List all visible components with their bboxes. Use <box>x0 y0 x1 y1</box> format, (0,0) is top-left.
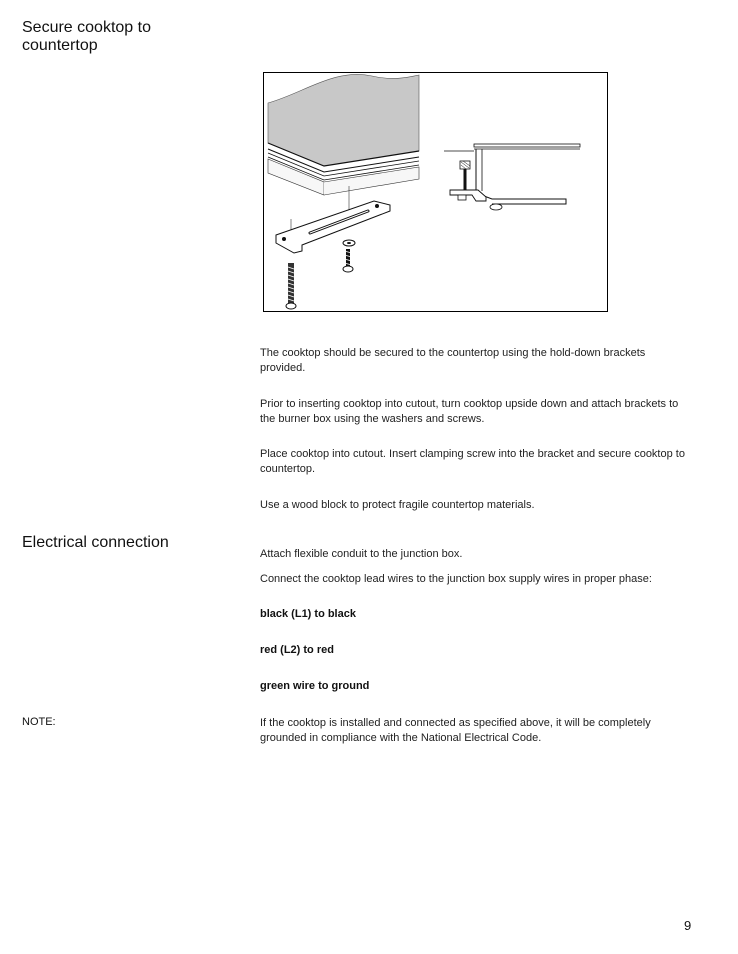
page-number: 9 <box>684 918 692 933</box>
paragraph-flexible-conduit: Attach flexible conduit to the junction box. <box>260 548 463 560</box>
paragraph-lead-wires: Connect the cooktop lead wires to the junction box supply wires in proper phase: <box>260 573 652 585</box>
wiring-item-black: black (L1) to black <box>260 608 356 620</box>
note-label: NOTE: <box>22 716 56 728</box>
note-text: If the cooktop is installed and connected as specified above, it will be completely grounded in compliance with the National Electrical Code. <box>260 717 651 744</box>
paragraph-secure-brackets: The cooktop should be secured to the countertop using the hold-down brackets provided. <box>260 347 646 374</box>
wiring-item-red: red (L2) to red <box>260 644 334 656</box>
section-title-electrical-connection: Electrical connection <box>22 534 169 551</box>
section-title-secure-cooktop: Secure cooktop to countertop <box>22 19 151 54</box>
paragraph-wood-block: Use a wood block to protect fragile countertop materials. <box>260 499 535 511</box>
wiring-item-green: green wire to ground <box>260 680 370 692</box>
paragraph-attach-brackets: Prior to inserting cooktop into cutout, turn cooktop upside down and attach brackets to the burner box using the washers and screws. <box>260 398 679 425</box>
bracket-installation-illustration <box>263 72 608 312</box>
paragraph-place-cooktop: Place cooktop into cutout. Insert clamping screw into the bracket and secure cooktop to countertop. <box>260 448 685 475</box>
